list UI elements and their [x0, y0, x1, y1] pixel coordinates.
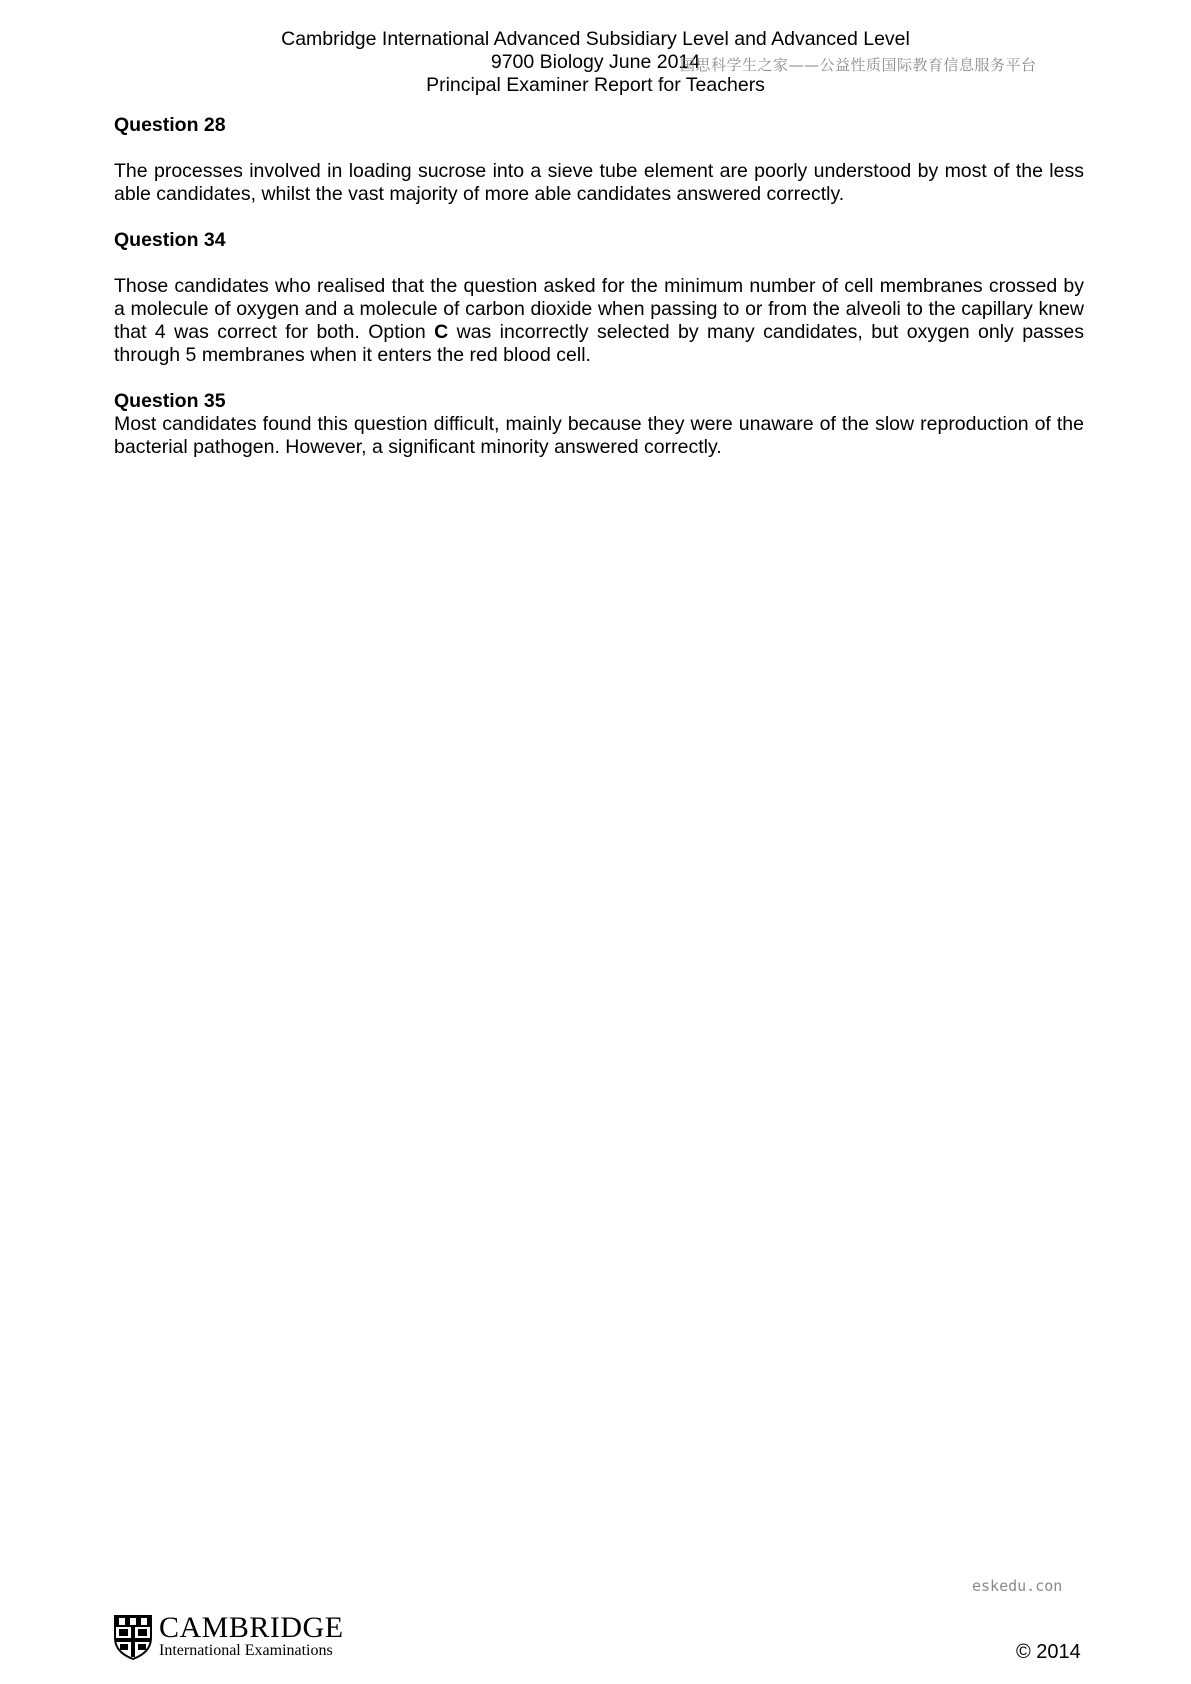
- cambridge-shield-icon: [113, 1614, 153, 1660]
- logo-name: CAMBRIDGE: [159, 1611, 344, 1644]
- question-34-body-part-1: Those candidates who realised that the question asked for the minimum number of cell membranes crossed by a molecule of oxygen and a molecule of carbon dioxide when passing to or from the alveoli to the capillary knew that 4 was correct for both. Option: [114, 275, 1084, 343]
- cambridge-logo: [113, 1611, 344, 1660]
- question-34-heading: Question 34: [114, 229, 226, 251]
- option-c-label: C: [434, 321, 449, 343]
- question-35-body: Most candidates found this question difficult, mainly because they were unaware of the slow reproduction of the bacterial pathogen. However, a significant minority answered correctly.: [114, 413, 1084, 458]
- header-line-1: Cambridge International Advanced Subsidiary Level and Advanced Level: [281, 28, 910, 50]
- logo-subtitle: International Examinations: [159, 1642, 333, 1659]
- watermark-bottom: eskedu.con: [972, 1577, 1063, 1595]
- header-line-2: 9700 Biology June 2014: [490, 51, 701, 73]
- watermark-top: 国思科学生之家——公益性质国际教育信息服务平台: [680, 56, 1037, 74]
- header-line-3: Principal Examiner Report for Teachers: [426, 74, 765, 96]
- question-28-heading: Question 28: [114, 114, 226, 136]
- copyright: © 2014: [1016, 1641, 1081, 1663]
- question-28-body: The processes involved in loading sucrose into a sieve tube element are poorly understood by most of the less able candidates, whilst the vast majority of more able candidates answered correctly.: [114, 160, 1084, 205]
- question-34-body-part-2: was incorrectly selected by many candidates, but oxygen only passes through 5 membranes when it enters the red blood cell.: [114, 321, 1084, 366]
- report-content: [114, 114, 1084, 459]
- question-35-heading: Question 35: [114, 390, 226, 412]
- question-34-body: [114, 275, 1084, 367]
